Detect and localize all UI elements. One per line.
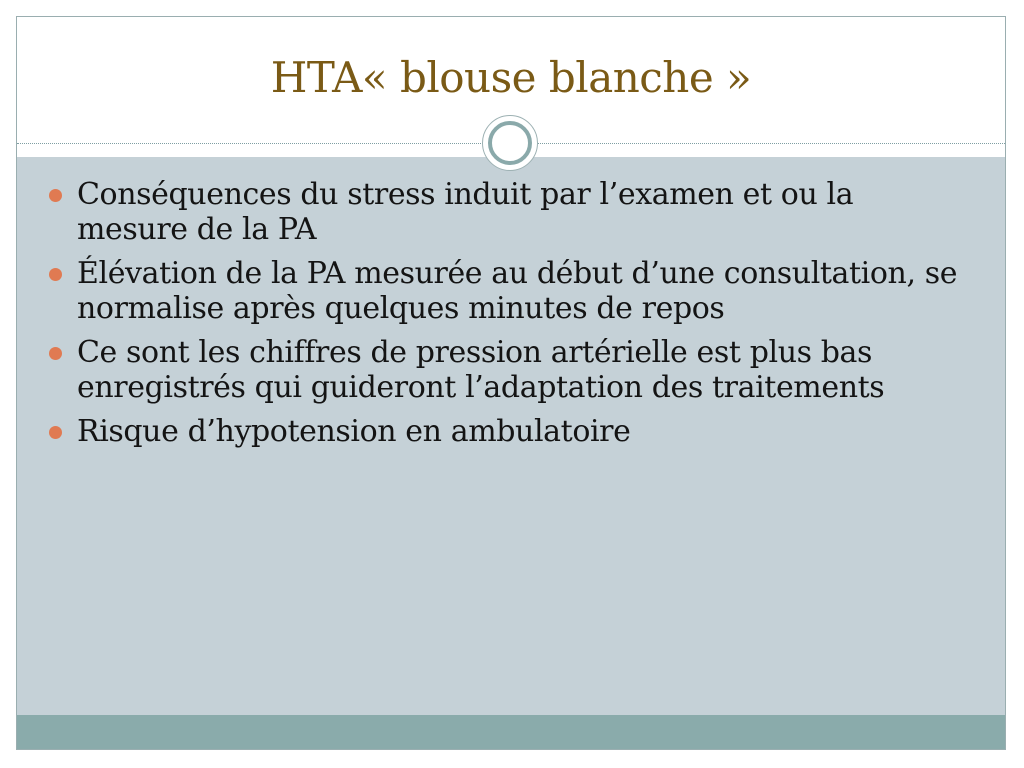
bullet-item [47, 256, 967, 326]
slide-title: HTA« blouse blanche » [270, 53, 752, 102]
bullet-text: Conséquences du stress induit par l’examen et ou la mesure de la PA [77, 177, 854, 247]
slide [16, 16, 1006, 750]
bullet-text: Élévation de la PA mesurée au début d’une consultation, se normalise après quelques minutes de repos [77, 256, 958, 326]
bullet-dot-icon [49, 347, 62, 360]
bullet-item [47, 335, 967, 405]
circle-ornament-ring [488, 121, 532, 165]
bullet-dot-icon [49, 189, 62, 202]
bullet-dot-icon [49, 268, 62, 281]
bullet-text: Risque d’hypotension en ambulatoire [77, 414, 631, 449]
bullet-dot-icon [49, 426, 62, 439]
footer-bar [17, 715, 1005, 750]
bullet-list [47, 177, 967, 458]
bullet-item [47, 177, 967, 247]
circle-ornament-icon [482, 115, 538, 171]
bullet-item [47, 414, 967, 449]
bullet-text: Ce sont les chiffres de pression artérielle est plus bas enregistrés qui guideront l’adaptation des traitements [77, 335, 885, 405]
